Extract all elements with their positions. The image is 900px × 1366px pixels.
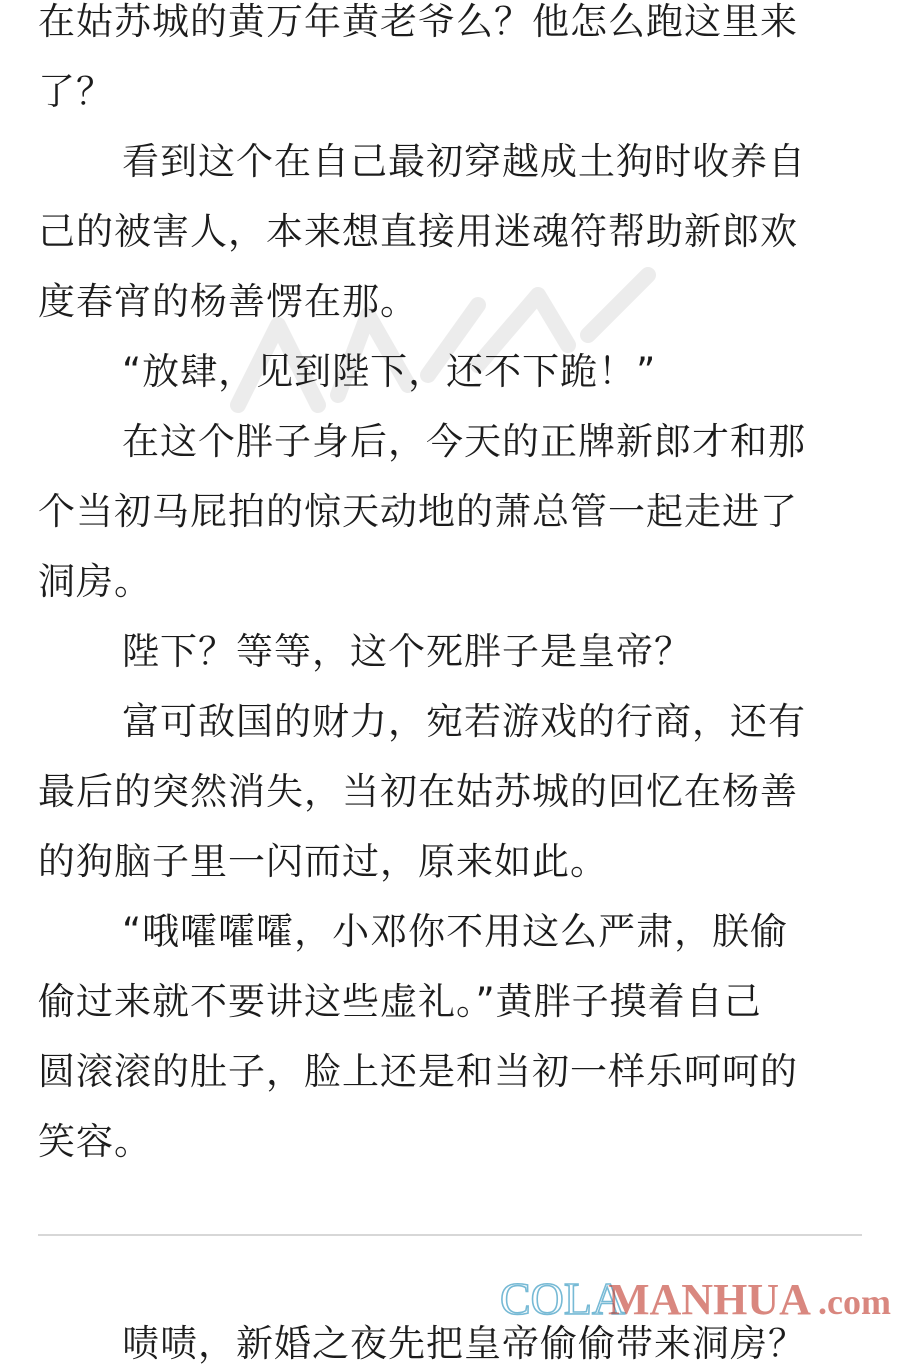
text-line: 在这个胖子身后，今天的正牌新郎才和那 [122,420,806,463]
text-line: 的狗脑子里一闪而过，原来如此。 [38,840,608,883]
text-line: 最后的突然消失，当初在姑苏城的回忆在杨善 [38,770,798,813]
text-line: 度春宵的杨善愣在那。 [38,280,418,323]
text-line: 笑容。 [38,1120,152,1163]
text-line: 己的被害人，本来想直接用迷魂符帮助新郎欢 [38,210,798,253]
svg-text:MANHUA: MANHUA [608,1275,811,1324]
svg-text:.com: .com [818,1282,891,1322]
text-line: 陛下？等等，这个死胖子是皇帝？ [122,630,692,673]
text-line: 圆滚滚的肚子，脸上还是和当初一样乐呵呵的 [38,1050,798,1093]
text-line: 看到这个在自己最初穿越成土狗时收养自 [122,140,806,183]
text-line: “哦嚯嚯嚯，小邓你不用这么严肃，朕偷 [122,910,789,953]
text-line: 富可敌国的财力，宛若游戏的行商，还有 [122,700,806,743]
text-line: 洞房。 [38,560,152,603]
page-divider [38,1234,862,1236]
text-line: 个当初马屁拍的惊天动地的萧总管一起走进了 [38,490,798,533]
text-line: 了？ [38,70,114,113]
next-page-text-line: 啧啧，新婚之夜先把皇帝偷偷带来洞房？ [122,1322,806,1365]
svg-text:COLA: COLA [500,1273,626,1324]
text-line: “放肆，见到陛下，还不下跪！” [122,350,657,393]
text-line: 在姑苏城的黄万年黄老爷么？他怎么跑这里来 [38,0,798,43]
text-line: 偷过来就不要讲这些虚礼。”黄胖子摸着自己 [38,980,762,1023]
